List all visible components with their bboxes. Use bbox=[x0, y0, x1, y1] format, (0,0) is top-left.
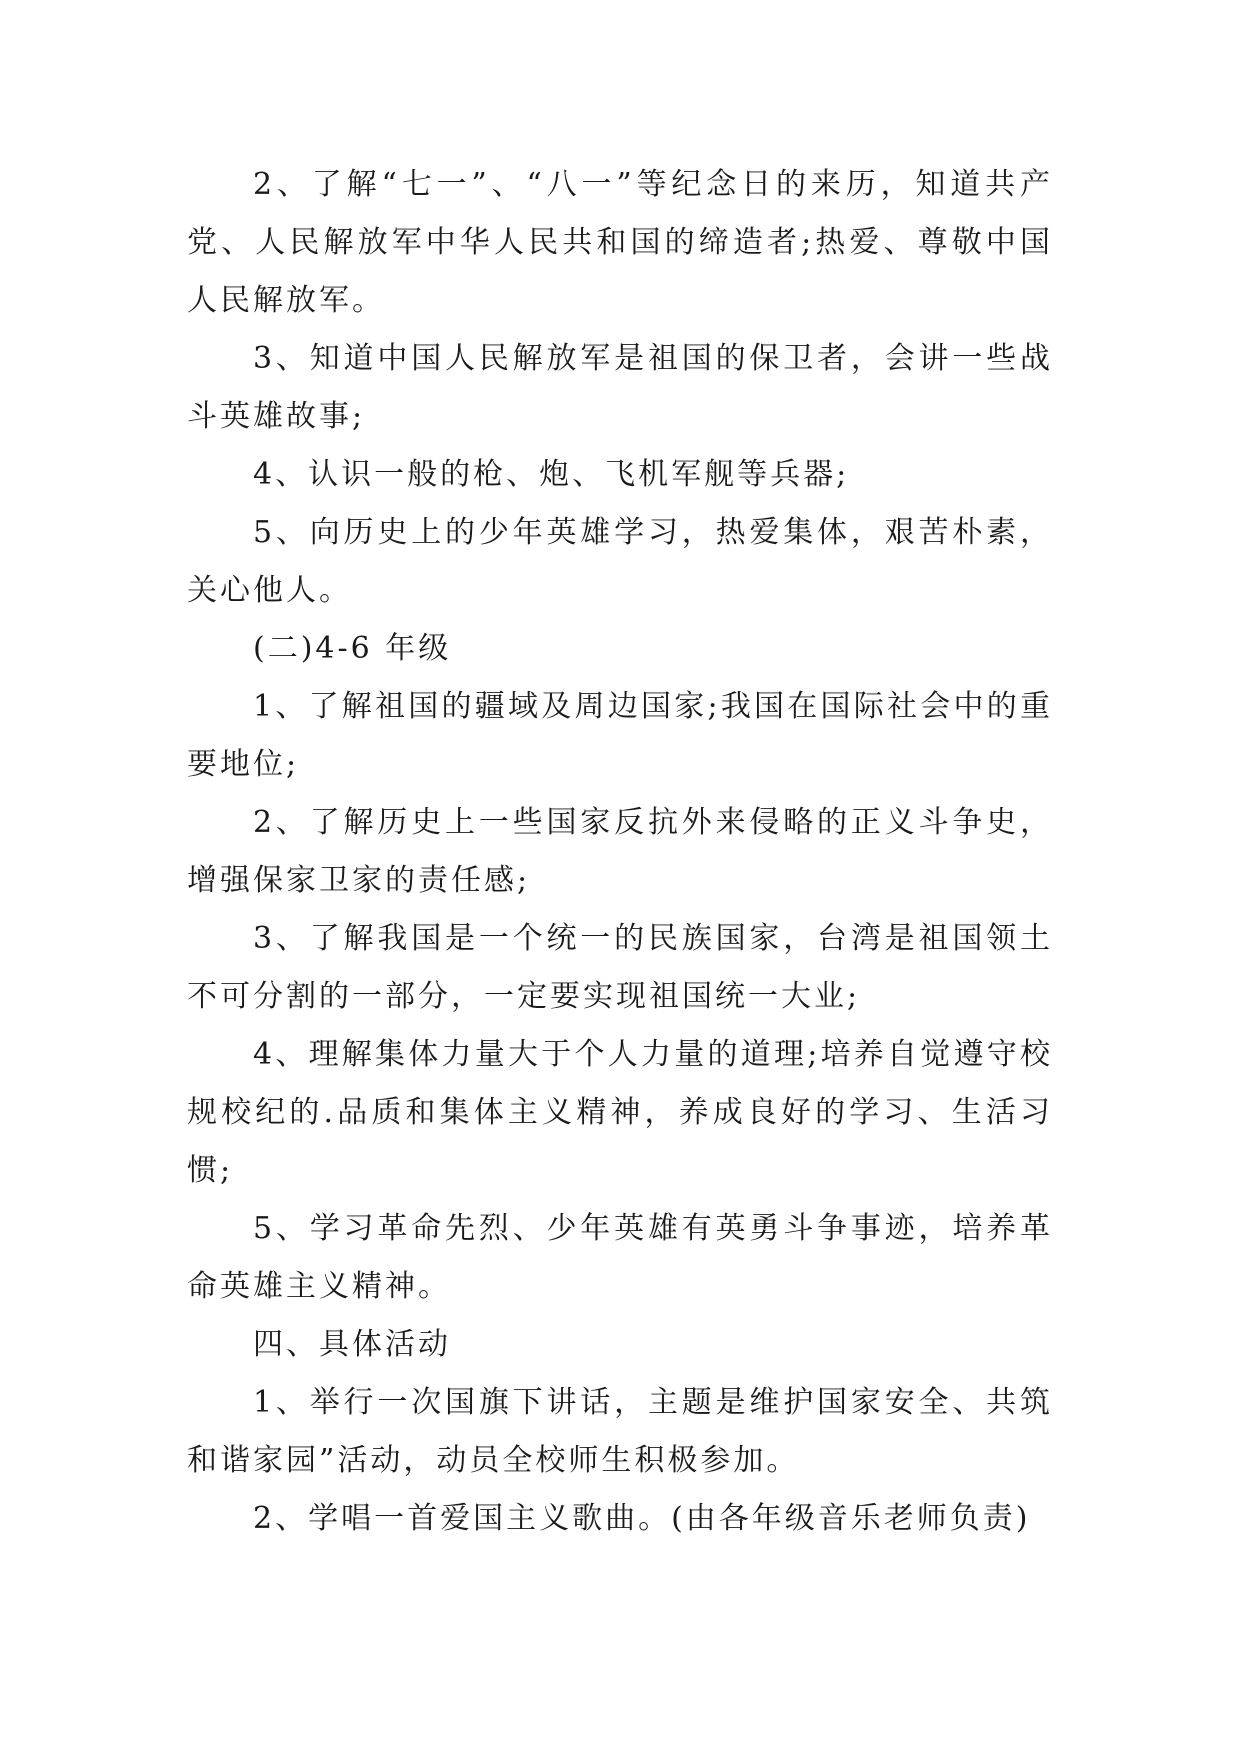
section-heading-grade-4-6: (二)4-6 年级 bbox=[253, 631, 452, 666]
section-heading-activities: 四、具体活动 bbox=[253, 1327, 451, 1362]
paragraph-10: 5、学习革命先烈、少年英雄有英勇斗争事迹，培养革命英雄主义精神。 bbox=[187, 1211, 1053, 1304]
paragraph-2: 3、知道中国人民解放军是祖国的保卫者，会讲一些战斗英雄故事; bbox=[187, 341, 1053, 434]
paragraph-13: 2、学唱一首爱国主义歌曲。(由各年级音乐老师负责) bbox=[253, 1501, 1031, 1536]
paragraph-3: 4、认识一般的枪、炮、飞机军舰等兵器; bbox=[253, 457, 850, 492]
paragraph-7: 2、了解历史上一些国家反抗外来侵略的正义斗争史，增强保家卫家的责任感; bbox=[187, 805, 1053, 898]
paragraph-9: 4、理解集体力量大于个人力量的道理;培养自觉遵守校规校纪的.品质和集体主义精神，养成良好的学习、生活习惯; bbox=[187, 1037, 1053, 1188]
paragraph-6: 1、了解祖国的疆域及周边国家;我国在国际社会中的重要地位; bbox=[187, 689, 1053, 782]
document-body bbox=[187, 156, 1053, 1548]
paragraph-8: 3、了解我国是一个统一的民族国家，台湾是祖国领土不可分割的一部分，一定要实现祖国统一大业; bbox=[187, 921, 1053, 1014]
paragraph-1: 2、了解“七一”、“八一”等纪念日的来历，知道共产党、人民解放军中华人民共和国的缔造者;热爱、尊敬中国人民解放军。 bbox=[187, 167, 1053, 318]
paragraph-12: 1、举行一次国旗下讲话，主题是维护国家安全、共筑和谐家园”活动，动员全校师生积极参加。 bbox=[187, 1385, 1053, 1478]
paragraph-4: 5、向历史上的少年英雄学习，热爱集体，艰苦朴素，关心他人。 bbox=[187, 515, 1053, 608]
